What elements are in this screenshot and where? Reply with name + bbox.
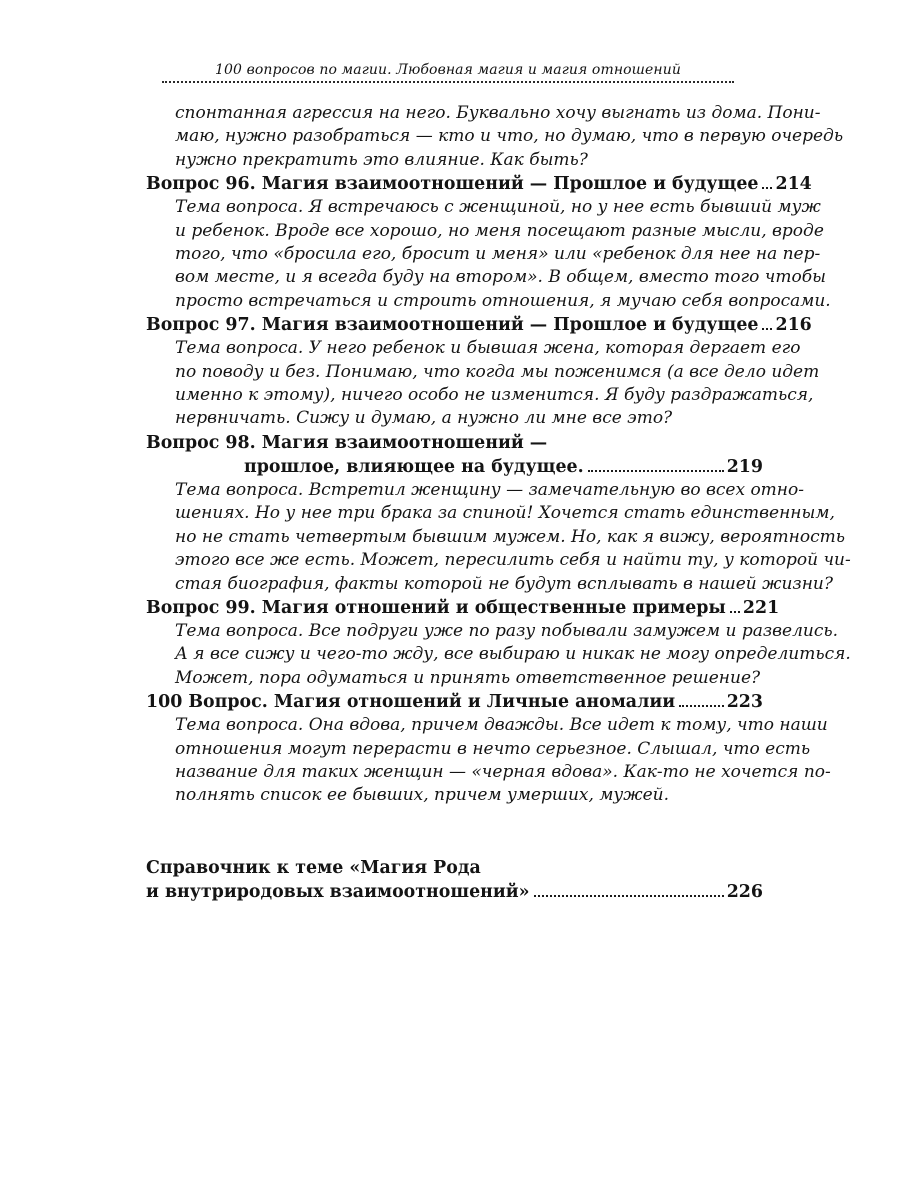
desc-line: Тема вопроса. Она вдова, причем дважды. Все идет к тому, что наши xyxy=(175,715,828,736)
desc-line: вом месте, и я всегда буду на втором». В общем, вместо того чтобы xyxy=(175,267,826,288)
entry-description-q97 xyxy=(146,337,820,431)
entry-description-q96 xyxy=(146,196,831,313)
desc-line: нервничать. Сижу и думаю, а нужно ли мне все это? xyxy=(175,408,673,429)
desc-line: Тема вопроса. Я встречаюсь с женщиной, но у нее есть бывший муж xyxy=(175,197,821,218)
entry-title: Вопрос 99. Магия отношений и общественные примеры xyxy=(146,597,726,618)
toc-entry-q99[interactable] xyxy=(146,596,780,620)
desc-line: стая биография, факты которой не будут всплывать в нашей жизни? xyxy=(175,573,833,594)
desc-line: именно к этому), ничего особо не изменится. Я буду раздражаться, xyxy=(175,385,814,406)
desc-line: и ребенок. Вроде все хорошо, но меня посещают разные мысли, вроде xyxy=(175,220,824,241)
desc-line: А я все сижу и чего-то жду, все выбираю и никак не могу определиться. xyxy=(175,644,851,665)
dot-leader xyxy=(679,705,724,707)
toc-entry-q100[interactable] xyxy=(146,690,763,714)
running-head: 100 вопросов по магии. Любовная магия и магия отношений xyxy=(215,62,681,78)
desc-line: название для таких женщин — «черная вдова». Как-то не хочется по- xyxy=(175,761,831,782)
desc-line: того, что «бросила его, бросит и меня» или «ребенок для нее на пер- xyxy=(175,244,821,265)
desc-line: полнять список ее бывших, причем умерших, мужей. xyxy=(175,785,670,806)
page-number: 223 xyxy=(726,692,763,713)
entry-title: Вопрос 96. Магия взаимоотношений — Прошлое и будущее xyxy=(146,174,759,195)
toc-content xyxy=(146,102,851,904)
desc-line: Может, пора одуматься и принять ответственное решение? xyxy=(175,667,761,688)
entry-title: 100 Вопрос. Магия отношений и Личные аномалии xyxy=(146,692,676,713)
desc-line: спонтанная агрессия на него. Буквально хочу выгнать из дома. Пони- xyxy=(175,103,821,123)
desc-line: шениях. Но у нее три брака за спиной! Хочется стать единственным, xyxy=(175,503,835,524)
entry-title: Вопрос 97. Магия взаимоотношений — Прошлое и будущее xyxy=(146,315,759,336)
toc-entry-q96[interactable] xyxy=(146,172,812,196)
desc-line: Тема вопроса. Встретил женщину — замечательную во всех отно- xyxy=(175,479,804,500)
entry-title-continuation: и внутриродовых взаимоотношений» xyxy=(146,881,530,902)
toc-entry-q98-title-line1[interactable]: Вопрос 98. Магия взаимоотношений — xyxy=(146,432,548,453)
header-dotted-rule xyxy=(162,81,734,83)
desc-line: отношения могут перерасти в нечто серьезное. Слышал, что есть xyxy=(175,738,811,759)
page-number: 214 xyxy=(775,174,812,195)
dot-leader xyxy=(730,611,740,613)
section-gap xyxy=(146,808,763,856)
desc-line: по поводу и без. Понимаю, что когда мы поженимся (а все дело идет xyxy=(175,361,820,382)
dot-leader xyxy=(762,328,772,330)
page-number: 221 xyxy=(742,597,780,618)
desc-line: нужно прекратить это влияние. Как быть? xyxy=(175,149,588,170)
entry-description-q98 xyxy=(146,479,851,596)
toc-entry-q98[interactable] xyxy=(146,455,763,479)
toc-entry-appendix[interactable] xyxy=(146,880,763,904)
page-number: 216 xyxy=(775,315,812,336)
page-number: 219 xyxy=(726,456,763,477)
desc-line: Тема вопроса. Все подруги уже по разу побывали замужем и развелись. xyxy=(175,620,839,641)
desc-line: но не стать четвертым бывшим мужем. Но, как я вижу, вероятность xyxy=(175,526,846,547)
desc-line: маю, нужно разобраться — кто и что, но думаю, что в первую очередь xyxy=(175,126,844,147)
continuation-description xyxy=(146,102,844,172)
toc-entry-appendix-title-line1[interactable]: Справочник к теме «Магия Рода xyxy=(146,857,481,878)
dot-leader xyxy=(762,187,772,189)
entry-description-q99 xyxy=(146,620,851,690)
page-number: 226 xyxy=(726,881,763,902)
entry-description-q100 xyxy=(146,714,831,808)
dot-leader xyxy=(588,470,724,472)
dot-leader xyxy=(534,895,724,897)
entry-title-continuation: прошлое, влияющее на будущее. xyxy=(244,456,584,477)
desc-line: Тема вопроса. У него ребенок и бывшая жена, которая дергает его xyxy=(175,338,801,359)
desc-line: этого все же есть. Может, пересилить себя и найти ту, у которой чи- xyxy=(175,550,851,571)
toc-entry-q97[interactable] xyxy=(146,313,812,337)
desc-line: просто встречаться и строить отношения, я мучаю себя вопросами. xyxy=(175,290,831,311)
